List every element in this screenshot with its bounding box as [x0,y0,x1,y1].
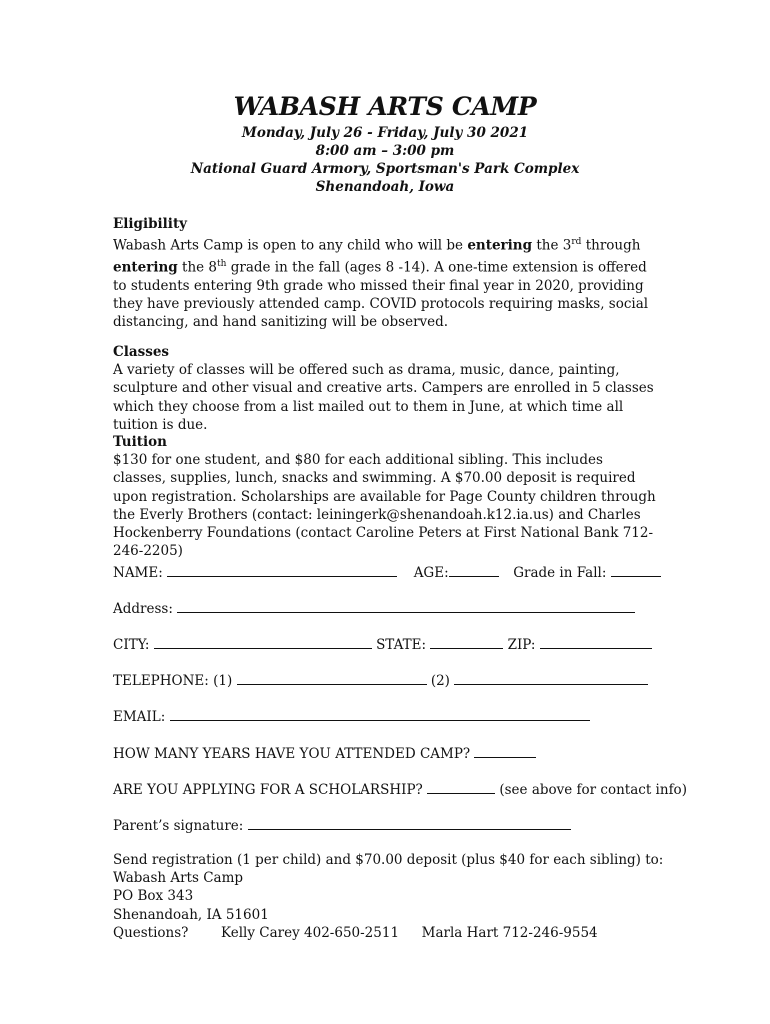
telephone-2-label: (2) [430,673,450,689]
classes-heading: Classes [113,344,170,360]
age-field[interactable] [449,562,499,577]
classes-section [113,343,658,434]
email-label: EMAIL: [113,709,166,725]
camp-city: Shenandoah, Iowa [315,179,455,195]
email-row [113,706,590,726]
years-attended-field[interactable] [474,743,536,758]
email-field[interactable] [170,706,590,721]
zip-field[interactable] [540,634,652,649]
city-label: CITY: [113,637,150,653]
page-title: WABASH ARTS CAMP [233,92,537,121]
eligibility-sup-1: rd [571,237,582,248]
address-row [113,598,635,618]
eligibility-bold-1: entering [467,237,533,254]
grade-field[interactable] [611,562,661,577]
signature-row [113,815,571,835]
address-label: Address: [113,601,173,617]
eligibility-text-2: the 3 [532,237,572,254]
tuition-section [113,433,658,560]
camp-time: 8:00 am – 3:00 pm [315,143,455,159]
grade-label: Grade in Fall: [513,565,607,581]
eligibility-section [113,215,658,331]
telephone-2-field[interactable] [454,670,648,685]
mailing-box: PO Box 343 [113,888,194,905]
mailing-info [113,851,663,942]
name-label: NAME: [113,565,163,581]
classes-text: A variety of classes will be offered such as drama, music, dance, painting, sculpture and other visual and creative arts. Campers are enrolled in 5 classes which they choose from a list mailed out to them in June, at which time all tuition is due. [113,362,654,433]
years-attended-label: HOW MANY YEARS HAVE YOU ATTENDED CAMP? [113,746,471,762]
address-field[interactable] [177,598,635,613]
telephone-label: TELEPHONE: (1) [113,673,233,689]
tuition-text: $130 for one student, and $80 for each additional sibling. This includes classes, supplies, lunch, snacks and swimming. A $70.00 deposit is required upon registration. Scholarships are available for Page County children through the Everly Brothers (contact: leiningerk@shenandoah.k12.ia.us) and Charles Hockenberry Foundations (contact Caroline Peters at First National Bank 712-246-2205) [113,452,656,560]
camp-dates: Monday, July 26 - Friday, July 30 2021 [241,125,529,141]
telephone-row [113,670,648,690]
eligibility-text-3: through [581,237,641,254]
name-age-grade-row [113,562,661,582]
state-field[interactable] [430,634,503,649]
signature-label: Parent’s signature: [113,818,244,834]
scholarship-row [113,779,687,799]
contact-marla: Marla Hart 712-246-9554 [421,924,598,941]
eligibility-text-1: Wabash Arts Camp is open to any child who will be [113,237,468,254]
questions-row [113,924,663,942]
tuition-heading: Tuition [113,434,167,450]
send-instructions: Send registration (1 per child) and $70.00 deposit (plus $40 for each sibling) to: [113,852,664,868]
city-field[interactable] [154,634,372,649]
eligibility-text-4: the 8 [177,259,218,276]
eligibility-text [113,233,658,331]
zip-label: ZIP: [507,637,536,653]
telephone-1-field[interactable] [237,670,427,685]
mailing-org: Wabash Arts Camp [113,870,244,887]
questions-label: Questions? [113,924,189,941]
eligibility-text-5: grade in the fall (ages 8 -14). A one-time extension is offered to students entering 9th grade who missed their final year in 2020, providing they have previously attended camp. COVID protocols requiring masks, social distancing, and hand sanitizing will be observed. [113,259,649,331]
eligibility-sup-2: th [217,258,227,269]
scholarship-note: (see above for contact info) [499,782,687,798]
city-state-zip-row [113,634,652,654]
signature-field[interactable] [248,815,571,830]
scholarship-label: ARE YOU APPLYING FOR A SCHOLARSHIP? [113,782,423,798]
scholarship-field[interactable] [427,779,495,794]
state-label: STATE: [376,637,426,653]
eligibility-bold-2: entering [113,259,178,276]
age-label: AGE: [413,565,449,581]
eligibility-heading: Eligibility [113,216,188,232]
years-attended-row [113,743,536,763]
contact-kelly: Kelly Carey 402-650-2511 [221,924,400,941]
camp-venue: National Guard Armory, Sportsman's Park Complex [190,161,580,177]
mailing-city: Shenandoah, IA 51601 [113,906,269,923]
name-field[interactable] [167,562,397,577]
